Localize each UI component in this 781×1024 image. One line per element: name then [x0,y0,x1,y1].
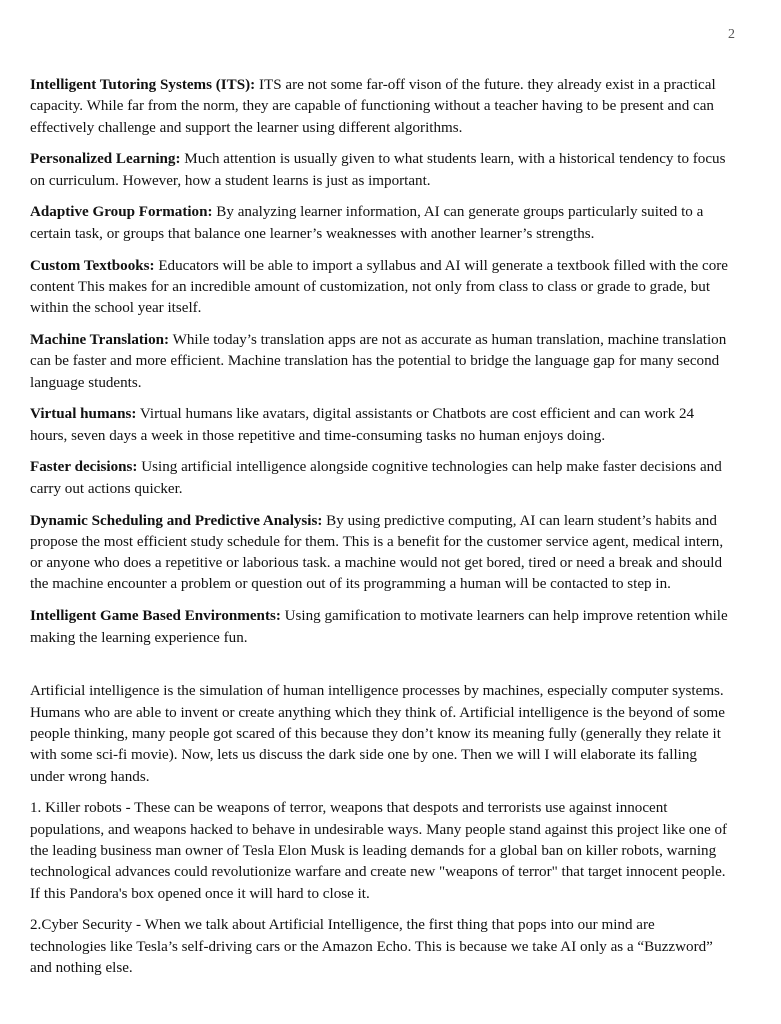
item-text: By analyzing learner information, AI can generate groups particularly suited to a certain task, or groups that balance one learner’s weaknesses with another learner’s strengths. [30,204,704,242]
list-item-dynamic-scheduling [30,511,733,596]
item-term: Machine Translation: [30,331,170,348]
list-item-adaptive-group-formation [30,202,733,245]
item-term: Intelligent Tutoring Systems (ITS): [30,77,256,93]
section-spacer [30,659,733,681]
list-item-personalized-learning [30,149,733,192]
item-text: Using gamification to motivate learners can help improve retention while making the learning experience fun. [30,608,728,646]
intro-paragraph: Artificial intelligence is the simulation of human intelligence processes by machines, especially computer systems. Humans who are able to invent or create anything which they think of. Artificial intelligence is the beyond of some people thinking, many people got scared of this because they don’t know its meaning fully (generally they relate it with some sci-fi movie). Now, lets us discuss the dark side one by one. Then we will I will elaborate its falling under wrong hands. [30,683,725,785]
killer-robots-paragraph: 1. Killer robots - These can be weapons of terror, weapons that despots and terrorists use against innocent populations, and weapons hacked to behave in undesirable ways. Many people stand against this project like one of the leading business man owner of Tesla Elon Musk is leading demands for a global ban on killer robots, warning technological advances could revolutionize warfare and create new "weapons of terror" that target innocent people. If this Pandora's box opened once it will hard to close it. [30,800,728,902]
item-text: Educators will be able to import a syllabus and AI will generate a textbook filled with the core content This makes for an incredible amount of customization, not only from class to class or grade to grade, but within the school year itself. [30,257,728,317]
item-text: Using artificial intelligence alongside cognitive technologies can help make faster decisions and carry out actions quicker. [30,459,722,497]
item-text: Much attention is usually given to what students learn, with a historical tendency to focus on curriculum. However, how a student learns is just as important. [30,151,726,189]
item-term: Virtual humans: [30,406,137,423]
item-text: By using predictive computing, AI can learn student’s habits and propose the most efficient study schedule for them. This is a benefit for the customer service agent, medical intern, or anyone who does a repetitive or laborious task. a machine would not get bored, tired or need a break and should the machine encounter a problem or question out of its programming a human will be contacted to step in. [30,512,724,593]
list-item-machine-translation [30,330,733,394]
list-item-game-based-environments [30,606,733,649]
item-text: ITS are not some far-off vison of the future. they already exist in a practical capacity. While far from the norm, they are capable of functioning without a teacher having to be present and can effectively challenge and support the learner using different algorithms. [30,77,716,136]
item-term: Dynamic Scheduling and Predictive Analysis: [30,512,323,529]
item-text: Virtual humans like avatars, digital assistants or Chatbots are cost efficient and can work 24 hours, seven days a week in those repetitive and time-consuming tasks no human enjoys doing. [30,406,695,444]
item-term: Intelligent Game Based Environments: [30,608,281,625]
list-item-its [30,75,733,139]
item-term: Faster decisions: [30,459,138,476]
list-item-virtual-humans [30,404,733,447]
list-item-custom-textbooks [30,256,733,320]
list-item-faster-decisions [30,457,733,500]
item-term: Custom Textbooks: [30,257,155,274]
page-number: 2 [728,27,735,42]
item-term: Personalized Learning: [30,151,181,168]
item-text: While today’s translation apps are not as accurate as human translation, machine translation can be faster and more efficient. Machine translation has the potential to bridge the language gap for many second language students. [30,331,727,391]
item-term: Adaptive Group Formation: [30,204,213,221]
cyber-security-paragraph: 2.Cyber Security - When we talk about Artificial Intelligence, the first thing that pops into our mind are technologies like Tesla’s self-driving cars or the Amazon Echo. This is because we take AI only as a “Buzzword” and nothing else. [30,917,713,976]
